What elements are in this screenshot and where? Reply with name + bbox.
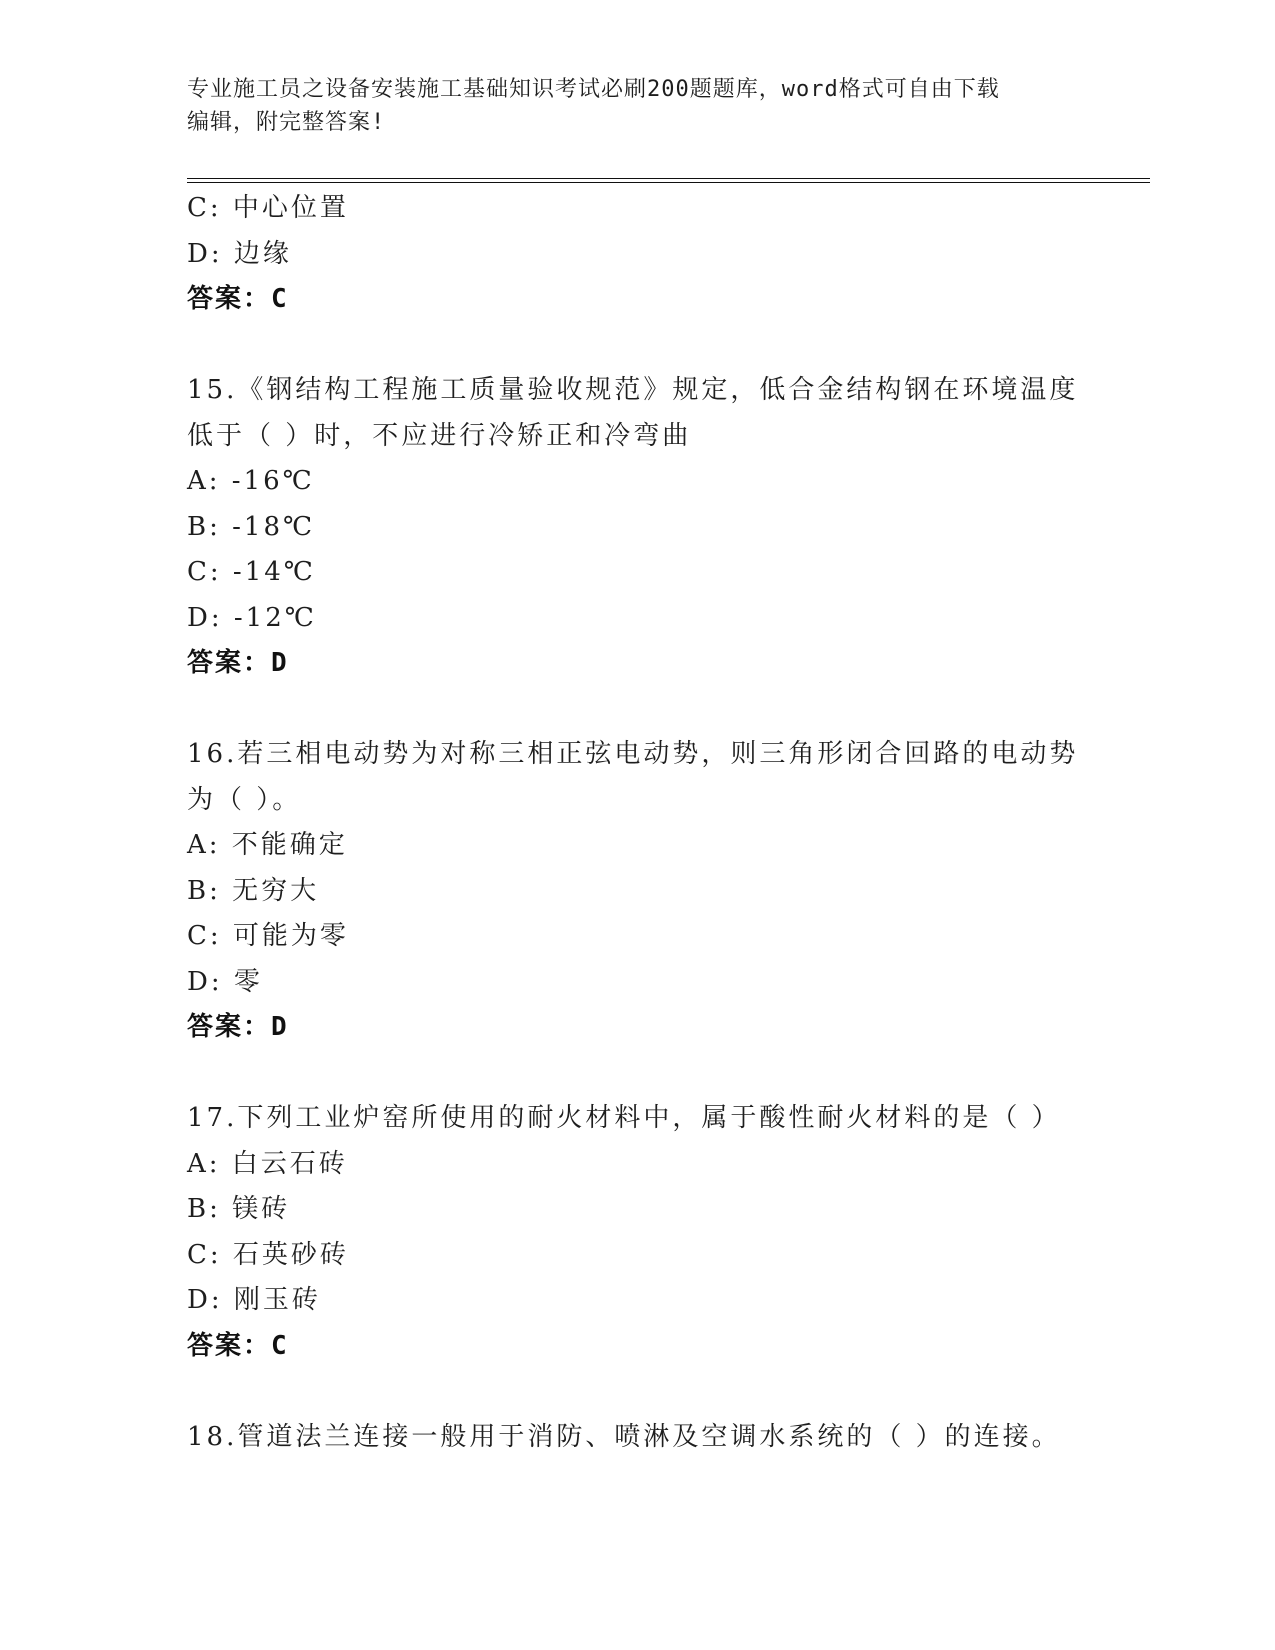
option-c: C: 中心位置 bbox=[187, 193, 349, 223]
question-content bbox=[187, 186, 1087, 1460]
option-b: B: 镁砖 bbox=[187, 1194, 291, 1224]
option-d: D: 零 bbox=[187, 966, 263, 997]
answer-line: 答案：C bbox=[187, 284, 289, 314]
option-c: C: 可能为零 bbox=[187, 921, 349, 951]
option-b: B: -18℃ bbox=[187, 511, 316, 542]
spacer bbox=[187, 687, 1087, 733]
question-17-line-1: 17.下列工业炉窑所使用的耐火材料中，属于酸性耐火材料的是（ ） bbox=[187, 1103, 1061, 1133]
option-d: D: 刚玉砖 bbox=[187, 1285, 321, 1315]
question-16-line-1: 16.若三相电动势为对称三相正弦电动势，则三角形闭合回路的电动势 bbox=[187, 739, 1079, 769]
header-line-2: 编辑，附完整答案! bbox=[187, 110, 386, 135]
question-15-line-2: 低于（ ）时，不应进行冷矫正和冷弯曲 bbox=[187, 420, 692, 451]
header-rule-bottom bbox=[187, 182, 1150, 183]
header-line-1: 专业施工员之设备安装施工基础知识考试必刷200题题库，word格式可自由下载 bbox=[187, 77, 1000, 102]
option-d: D: 边缘 bbox=[187, 238, 292, 269]
option-b: B: 无穷大 bbox=[187, 875, 320, 906]
option-c: C: 石英砂砖 bbox=[187, 1239, 349, 1270]
question-15-line-1: 15.《钢结构工程施工质量验收规范》规定，低合金结构钢在环境温度 bbox=[187, 375, 1079, 405]
page-header bbox=[187, 73, 1087, 139]
spacer bbox=[187, 1051, 1087, 1097]
header-rule-top bbox=[187, 178, 1150, 179]
option-c: C: -14℃ bbox=[187, 557, 316, 587]
option-a: A: 不能确定 bbox=[187, 830, 348, 860]
answer-line: 答案：C bbox=[187, 1330, 289, 1361]
option-a: A: 白云石砖 bbox=[187, 1148, 348, 1179]
answer-line: 答案：D bbox=[187, 648, 289, 678]
spacer bbox=[187, 1369, 1087, 1415]
answer-line: 答案：D bbox=[187, 1012, 289, 1042]
question-18-line-1: 18.管道法兰连接一般用于消防、喷淋及空调水系统的（ ）的连接。 bbox=[187, 1421, 1061, 1452]
option-a: A: -16℃ bbox=[187, 466, 315, 496]
question-16-line-2: 为（ ）。 bbox=[187, 784, 302, 815]
spacer bbox=[187, 323, 1087, 369]
option-d: D: -12℃ bbox=[187, 602, 317, 633]
